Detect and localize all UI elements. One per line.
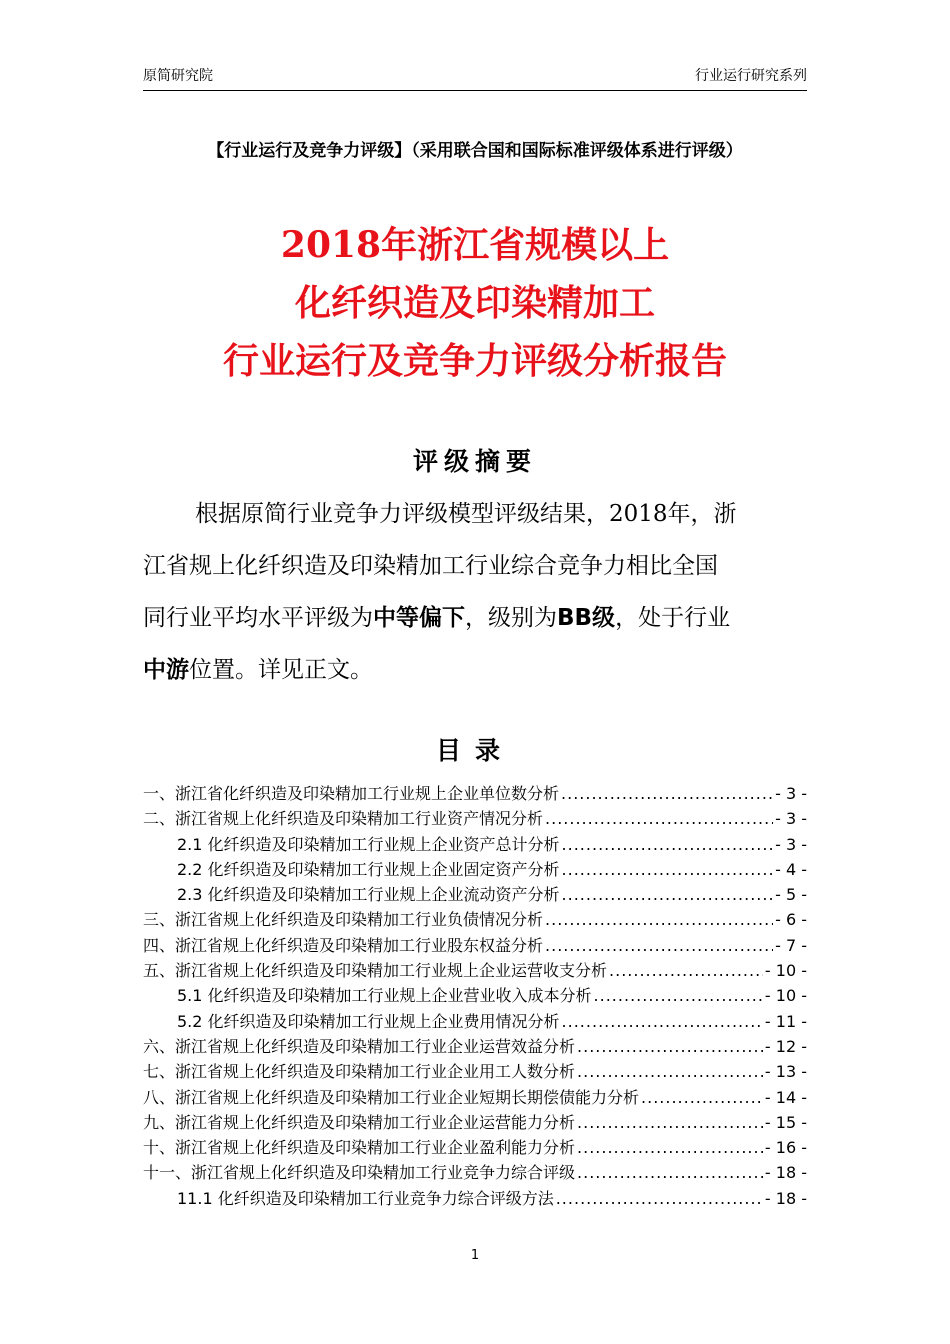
toc-entry[interactable] [143, 832, 807, 857]
table-of-contents [143, 781, 807, 1211]
toc-heading: 目录 [435, 736, 514, 765]
toc-entry[interactable] [143, 1186, 807, 1211]
toc-entry[interactable] [143, 1059, 807, 1084]
header-publisher: 原简研究院 [143, 68, 213, 84]
summary-paragraph [143, 488, 807, 696]
toc-entry-title: 5.2 化纤织造及印染精加工行业规上企业费用情况分析 [177, 1011, 560, 1031]
toc-entry-page: - 3 - [775, 784, 807, 803]
toc-dot-leader [577, 1135, 763, 1160]
summary-text: ，级别为 [465, 605, 557, 631]
toc-entry-title: 2.3 化纤织造及印染精加工行业规上企业流动资产分析 [177, 885, 560, 905]
toc-dot-leader [577, 1059, 763, 1084]
toc-entry[interactable] [143, 781, 807, 806]
toc-dot-leader [561, 781, 773, 806]
toc-entry-page: - 12 - [764, 1036, 807, 1056]
toc-dot-leader [594, 983, 763, 1008]
toc-entry[interactable] [143, 1110, 807, 1135]
toc-entry-title: 2.1 化纤织造及印染精加工行业规上企业资产总计分析 [177, 834, 560, 854]
toc-entry[interactable] [143, 933, 807, 958]
toc-dot-leader [562, 882, 774, 907]
toc-dot-leader [609, 958, 763, 983]
summary-text: 同行业平均水平评级为 [143, 605, 373, 631]
summary-line-4 [143, 644, 807, 696]
toc-entry-page: - 10 - [764, 961, 807, 981]
title-line-3: 行业运行及竞争力评级分析报告 [222, 340, 727, 382]
toc-entry[interactable] [143, 806, 807, 831]
summary-line-3 [143, 592, 807, 644]
toc-entry-page: - 6 - [775, 910, 807, 930]
toc-entry-page: - 15 - [764, 1112, 807, 1132]
toc-entry-title: 五、浙江省规上化纤织造及印染精加工行业规上企业运营收支分析 [143, 961, 608, 981]
toc-entry-page: - 18 - [764, 1188, 807, 1208]
toc-entry-title: 2.2 化纤织造及印染精加工行业规上企业固定资产分析 [177, 859, 560, 879]
toc-entry-page: - 16 - [764, 1138, 807, 1158]
toc-dot-leader [545, 933, 773, 958]
toc-entry[interactable] [143, 882, 807, 907]
summary-text: 位置。详见正文。 [189, 657, 373, 683]
toc-dot-leader [562, 1009, 763, 1034]
title-line-2: 化纤织造及印染精加工 [294, 282, 655, 324]
summary-line-2: 江省规上化纤织造及印染精加工行业综合竞争力相比全国 [143, 553, 718, 579]
summary-heading: 评级摘要 [412, 447, 537, 476]
rating-grade: BB级 [557, 605, 616, 631]
toc-entry-title: 十、浙江省规上化纤织造及印染精加工行业企业盈利能力分析 [143, 1138, 576, 1158]
toc-dot-leader [556, 1186, 763, 1211]
toc-dot-leader [562, 857, 774, 882]
toc-entry-page: - 11 - [764, 1011, 807, 1031]
toc-entry-page: - 5 - [775, 885, 807, 905]
toc-entry-page: - 18 - [764, 1163, 807, 1183]
page-number: 1 [470, 1248, 480, 1263]
page-header [143, 66, 807, 91]
toc-entry[interactable] [143, 1034, 807, 1059]
toc-entry-title: 一、浙江省化纤织造及印染精加工行业规上企业单位数分析 [143, 784, 560, 803]
toc-entry-page: - 10 - [764, 986, 807, 1006]
title-line-1: 2018年浙江省规模以上 [280, 224, 670, 266]
report-tagline: 【行业运行及竞争力评级】（采用联合国和国际标准评级体系进行评级） [207, 141, 743, 161]
toc-entry[interactable] [143, 958, 807, 983]
toc-entry-page: - 7 - [775, 935, 807, 955]
toc-entry-page: - 13 - [764, 1062, 807, 1082]
toc-entry[interactable] [143, 1085, 807, 1110]
toc-dot-leader [577, 1160, 763, 1185]
toc-dot-leader [577, 1034, 763, 1059]
toc-entry[interactable] [143, 983, 807, 1008]
toc-dot-leader [577, 1110, 763, 1135]
toc-entry-title: 11.1 化纤织造及印染精加工行业竞争力综合评级方法 [177, 1188, 554, 1208]
toc-entry-title: 七、浙江省规上化纤织造及印染精加工行业企业用工人数分析 [143, 1062, 576, 1082]
toc-entry-page: - 3 - [775, 834, 807, 854]
toc-dot-leader [641, 1085, 763, 1110]
toc-entry[interactable] [143, 907, 807, 932]
toc-dot-leader [562, 832, 774, 857]
toc-entry[interactable] [143, 857, 807, 882]
rating-level: 中等偏下 [373, 605, 465, 631]
summary-line-1: 根据原简行业竞争力评级模型评级结果，2018年，浙 [195, 501, 737, 527]
industry-position: 中游 [143, 657, 189, 683]
summary-text: ，处于行业 [615, 605, 731, 631]
toc-entry-page: - 4 - [775, 859, 807, 879]
toc-dot-leader [545, 907, 773, 932]
toc-entry[interactable] [143, 1009, 807, 1034]
toc-entry[interactable] [143, 1135, 807, 1160]
header-series: 行业运行研究系列 [695, 68, 807, 84]
toc-entry-page: - 14 - [764, 1087, 807, 1107]
toc-entry-title: 八、浙江省规上化纤织造及印染精加工行业企业短期长期偿债能力分析 [143, 1087, 640, 1107]
toc-entry-title: 九、浙江省规上化纤织造及印染精加工行业企业运营能力分析 [143, 1112, 576, 1132]
toc-entry-title: 四、浙江省规上化纤织造及印染精加工行业股东权益分析 [143, 935, 544, 955]
toc-entry-title: 六、浙江省规上化纤织造及印染精加工行业企业运营效益分析 [143, 1036, 576, 1056]
toc-entry-page: - 3 - [775, 809, 807, 829]
toc-entry[interactable] [143, 1160, 807, 1185]
toc-dot-leader [545, 806, 773, 831]
toc-entry-title: 5.1 化纤织造及印染精加工行业规上企业营业收入成本分析 [177, 986, 592, 1006]
report-title [100, 216, 850, 390]
toc-entry-title: 十一、浙江省规上化纤织造及印染精加工行业竞争力综合评级 [143, 1163, 576, 1183]
toc-entry-title: 二、浙江省规上化纤织造及印染精加工行业资产情况分析 [143, 809, 544, 829]
toc-entry-title: 三、浙江省规上化纤织造及印染精加工行业负债情况分析 [143, 910, 544, 930]
